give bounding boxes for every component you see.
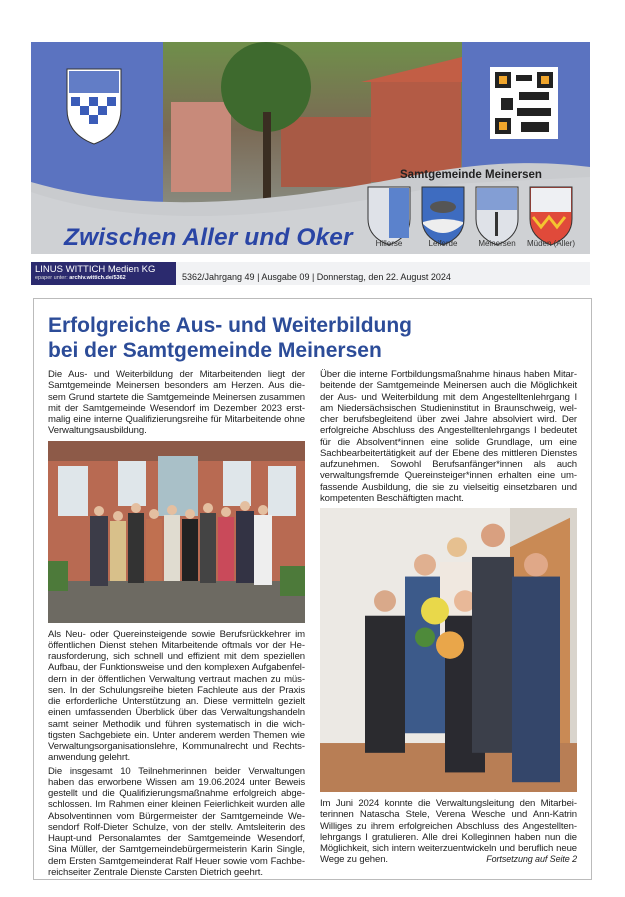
paragraph: Als Neu- oder Quereinsteigende sowie Berufsrückkehrer im öffentlichen Dienst stehen Mitarbeitende oftmals vor der Herausforderung, sich schnell und effizient mit dem speziellen Aufbau, der Funktionsweise und den komplexen Aufgabenfeldern in der öffentlichen Verwaltung vertraut machen zu müssen. In der Schulungsreihe bieten Fachleute aus der Praxis die erforderliche Unterstützung an. Diese vermitteln gezielt einen umfassenden Überblick über das Verwaltungshandeln samt seiner Methodik und führen systematisch in die wichtigsten Sachgebiete ein. Unter anderem werden Themen wie Verwaltungsorganisationslehre, Kommunalrecht und Rechtsanwendung gelehrt.: [48, 628, 305, 764]
headline-line: Erfolgreiche Aus- und Weiterbildung: [48, 314, 413, 337]
municipality-label: Leiferde: [428, 239, 458, 248]
hillerse-crest-icon: [368, 187, 410, 245]
municipality-label: Meinersen: [478, 239, 516, 248]
meinersen-crest-icon: [476, 187, 518, 245]
article-headline: [48, 313, 588, 363]
paragraph: Die Aus- und Weiterbildung der Mitarbeitenden liegt der Samtgemeinde Meinersen besonders am Herzen. Aus diesem Grund startete die Samtgemeinde Meinersen zusammen mit der Samtgemeinde Wesendorf im Dezember 2023 erstmalig eine interne Qualifizierungsreihe für Mitarbeitende ohne Verwaltungsausbildung.: [48, 369, 305, 437]
left-column: [48, 369, 305, 880]
qr-code-icon: [490, 67, 558, 139]
mueden-crest-icon: [530, 187, 572, 245]
paragraph: Im Juni 2024 konnte die Verwaltungsleitung den Mitarbeiterinnen Natascha Stele, Verena Wesche und Ann-Katrin Williges zu ihrem erfolgreichen Abschluss des Angestelltenlehrgangs I gratulieren. Alle drei Kolleginnen haben nun die Möglichkeit, sich intern weiterzuentwickeln und beruflich neue Wege zu gehen.: [320, 798, 577, 866]
publisher-name: LINUS WITTICH Medien KG: [35, 264, 156, 275]
epaper-link[interactable]: archiv.wittich.de/5362: [69, 275, 126, 281]
epaper-prefix: epaper unter:: [35, 275, 68, 281]
headline-line: bei der Samtgemeinde Meinersen: [48, 339, 382, 362]
leiferde-crest-icon: [422, 187, 464, 245]
municipality-label: Hillerse: [375, 239, 403, 248]
paragraph: Über die interne Fortbildungsmaßnahme hinaus haben Mitarbeitende der Samtgemeinde Meinersen auch die Möglichkeit der Aus- und Weiterbildung mit dem Angestelltenlehrgang I am Niedersächsischen Studieninstitut in Braunschweig, welcher berufsbegleitend über zwei Jahre absolviert wird. Der erfolgreiche Abschluss des Angestelltenlehrgangs I bedeutet für die Absolvent*innen eine solide Grundlage, um eine Sachbearbeitertätigkeit auf der Ebene des mittleren Dienstes aufzunehmen. Sowohl Berufsanfänger*innen als auch verwaltungsfremde Quereinsteiger*innen erhalten eine umfassende Ausbildung, die sie zu vielseitig einsetzbaren und kompetenten Beschäftigten macht.: [320, 369, 577, 504]
continuation-note[interactable]: Fortsetzung auf Seite 2: [486, 854, 577, 865]
issue-line: 5362/Jahrgang 49 | Ausgabe 09 | Donnerstag, den 22. August 2024: [182, 272, 451, 282]
right-column: [320, 369, 577, 868]
graduates-photo: [320, 508, 577, 792]
masthead-title: Zwischen Aller und Oker: [64, 224, 353, 251]
samtgemeinde-name: Samtgemeinde Meinersen: [400, 169, 542, 181]
group-photo: [48, 441, 305, 623]
municipality-label: Müden (Aller): [526, 239, 575, 248]
paragraph: Die insgesamt 10 Teilnehmerinnen beider Verwaltungen haben das erworbene Wissen am 19.06.2024 unter Beweis gestellt und die Qualifizierungsmaßnahme erfolgreich abgeschlossen. Im Rahmen einer kleinen Feierlichkeit wurden alle Absolventinnen vom Bürgermeister der Samtgemeinde Wesendorf Rolf-Dieter Schulze, von der stellv. Amtsleiterin des Haupt-und Personalamtes der Samtgemeinde Wesendorf, Sina Müller, der Samtgemeindebürgermeisterin Karin Single, dem Ersten Samtgemeinderat Ralf Heuer sowie vom Fachbereichseiter Zentrale Dienste Carsten Dietrich geehrt.: [48, 765, 305, 878]
masthead-banner: [31, 42, 590, 254]
publisher-box: [31, 262, 176, 285]
